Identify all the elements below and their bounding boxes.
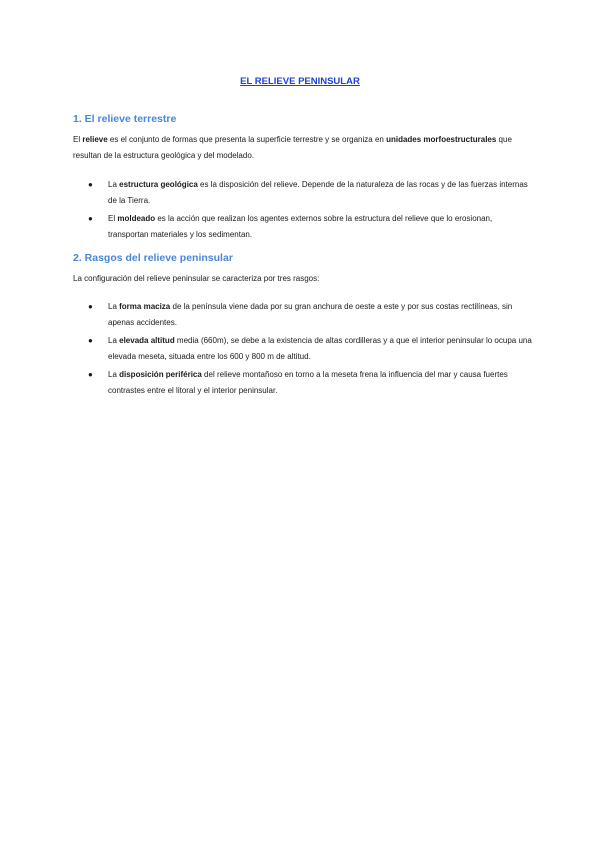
bullet-icon: ● <box>88 302 93 311</box>
bullet-icon: ● <box>88 370 93 379</box>
section-2-list <box>73 299 533 401</box>
bullet-icon: ● <box>88 214 93 223</box>
list-item: ● La estructura geológica es la disposición del relieve. Depende de la naturaleza de las rocas y de las fuerzas internas de la Tierra. <box>73 177 533 208</box>
section-2-heading: 2. Rasgos del relieve peninsular <box>73 252 233 264</box>
section-2-intro: La configuración del relieve peninsular se caracteriza por tres rasgos: <box>73 274 320 283</box>
list-item: ● La disposición periférica del relieve montañoso en torno a la meseta frena la influencia del mar y causa fuertes contrastes entre el litoral y el interior peninsular. <box>73 367 533 398</box>
bullet-icon: ● <box>88 336 93 345</box>
section-1-intro: El relieve es el conjunto de formas que presenta la superficie terrestre y se organiza en unidades morfoestructurales que resultan de la estructura geológica y del modelado. <box>73 135 512 160</box>
section-1-list <box>73 177 533 245</box>
section-1-heading: 1. El relieve terrestre <box>73 113 177 125</box>
list-item: ● La elevada altitud media (660m), se debe a la existencia de altas cordilleras y a que el interior peninsular lo ocupa una elevada meseta, situada entre los 600 y 800 m de altitud. <box>73 333 533 364</box>
term-relieve: relieve <box>82 135 108 144</box>
bullet-icon: ● <box>88 180 93 189</box>
term-unidades-morfoestructurales: unidades morfoestructurales <box>386 135 497 144</box>
document-title <box>0 76 600 87</box>
list-item: ● El moldeado es la acción que realizan los agentes externos sobre la estructura del relieve que lo erosionan, transportan materiales y los sedimentan. <box>73 211 533 242</box>
list-item: ● La forma maciza de la península viene dada por su gran anchura de oeste a este y por sus costas rectilíneas, sin apenas accidentes. <box>73 299 533 330</box>
document-title-text: EL RELIEVE PENINSULAR <box>240 76 360 87</box>
